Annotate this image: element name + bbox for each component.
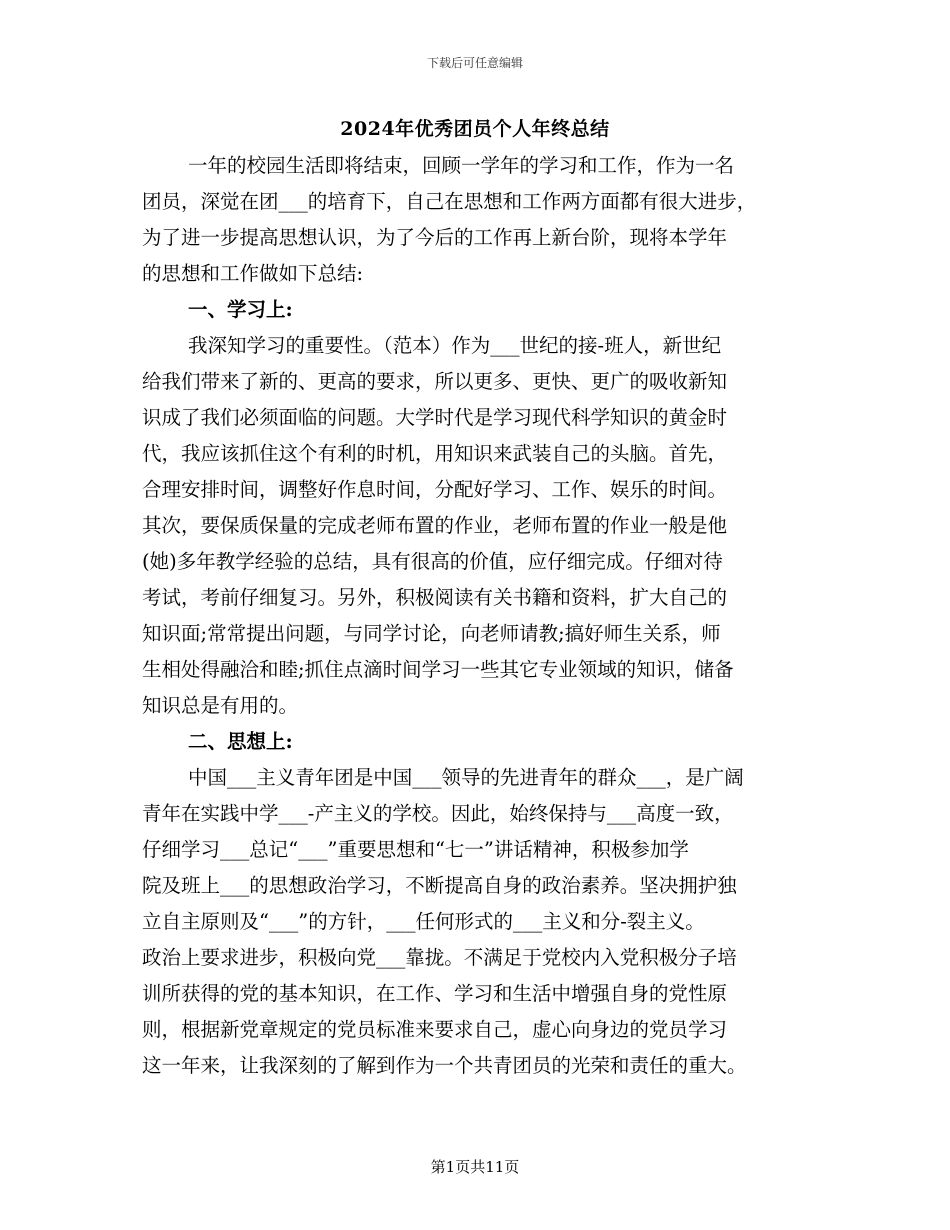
body-line: 为了进一步提高思想认识，为了今后的工作再上新台阶，现将本学年 bbox=[142, 226, 728, 249]
page-footer-number: 第1页共11页 bbox=[430, 1158, 520, 1176]
body-line: 其次，要保质保量的完成老师布置的作业，老师布置的作业一般是他 bbox=[142, 514, 728, 537]
body-line: 中国___主义青年团是中国___领导的先进青年的群众___，是广阔 bbox=[188, 766, 744, 789]
body-line: 训所获得的党的基本知识，在工作、学习和生活中增强自身的党性原 bbox=[142, 982, 728, 1005]
body-line: 政治上要求进步，积极向党___靠拢。不满足于党校内入党积极分子培 bbox=[142, 946, 737, 969]
section-heading-study: 一、学习上: bbox=[188, 298, 293, 321]
page-header-note: 下载后可任意编辑 bbox=[426, 56, 523, 70]
body-line: 生相处得融洽和睦;抓住点滴时间学习一些其它专业领域的知识，储备 bbox=[142, 658, 734, 681]
body-line: 仔细学习___总记“___”重要思想和“七一”讲话精神，积极参加学 bbox=[142, 838, 689, 861]
body-line: 知识面;常常提出问题，与同学讨论，向老师请教;搞好师生关系，师 bbox=[142, 622, 721, 645]
body-line: 青年在实践中学___-产主义的学校。因此，始终保持与___高度一致， bbox=[142, 802, 734, 825]
body-line: 团员，深觉在团___的培育下，自己在思想和工作两方面都有很大进步， bbox=[142, 190, 757, 213]
body-line: 的思想和工作做如下总结: bbox=[142, 262, 364, 285]
body-line: 合理安排时间，调整好作息时间，分配好学习、工作、娱乐的时间。 bbox=[142, 478, 728, 501]
body-line: 考试，考前仔细复习。另外，积极阅读有关书籍和资料，扩大自己的 bbox=[142, 586, 728, 609]
document-body bbox=[142, 148, 812, 1084]
document-title: 2024年优秀团员个人年终总结 bbox=[340, 118, 610, 140]
body-line: 知识总是有用的。 bbox=[142, 694, 299, 717]
body-line: 识成了我们必须面临的问题。大学时代是学习现代科学知识的黄金时 bbox=[142, 406, 728, 429]
body-line: (她)多年教学经验的总结，具有很高的价值，应仔细完成。仔细对待 bbox=[142, 550, 723, 573]
body-line: 代，我应该抓住这个有利的时机，用知识来武装自己的头脑。首先， bbox=[142, 442, 728, 465]
body-line: 立自主原则及“___”的方针，___任何形式的___主义和分-裂主义。 bbox=[142, 910, 705, 933]
body-line: 给我们带来了新的、更高的要求，所以更多、更快、更广的吸收新知 bbox=[142, 370, 728, 393]
body-line: 我深知学习的重要性。（范本）作为___世纪的接-班人，新世纪 bbox=[188, 334, 722, 357]
body-line: 这一年来，让我深刻的了解到作为一个共青团员的光荣和责任的重大。 bbox=[142, 1054, 747, 1077]
body-line: 一年的校园生活即将结束，回顾一学年的学习和工作，作为一名 bbox=[188, 154, 735, 177]
body-line: 则，根据新党章规定的党员标准来要求自己，虚心向身边的党员学习 bbox=[142, 1018, 728, 1041]
section-heading-thought: 二、思想上: bbox=[188, 730, 293, 753]
body-line: 院及班上___的思想政治学习，不断提高自身的政治素养。坚决拥护独 bbox=[142, 874, 737, 897]
